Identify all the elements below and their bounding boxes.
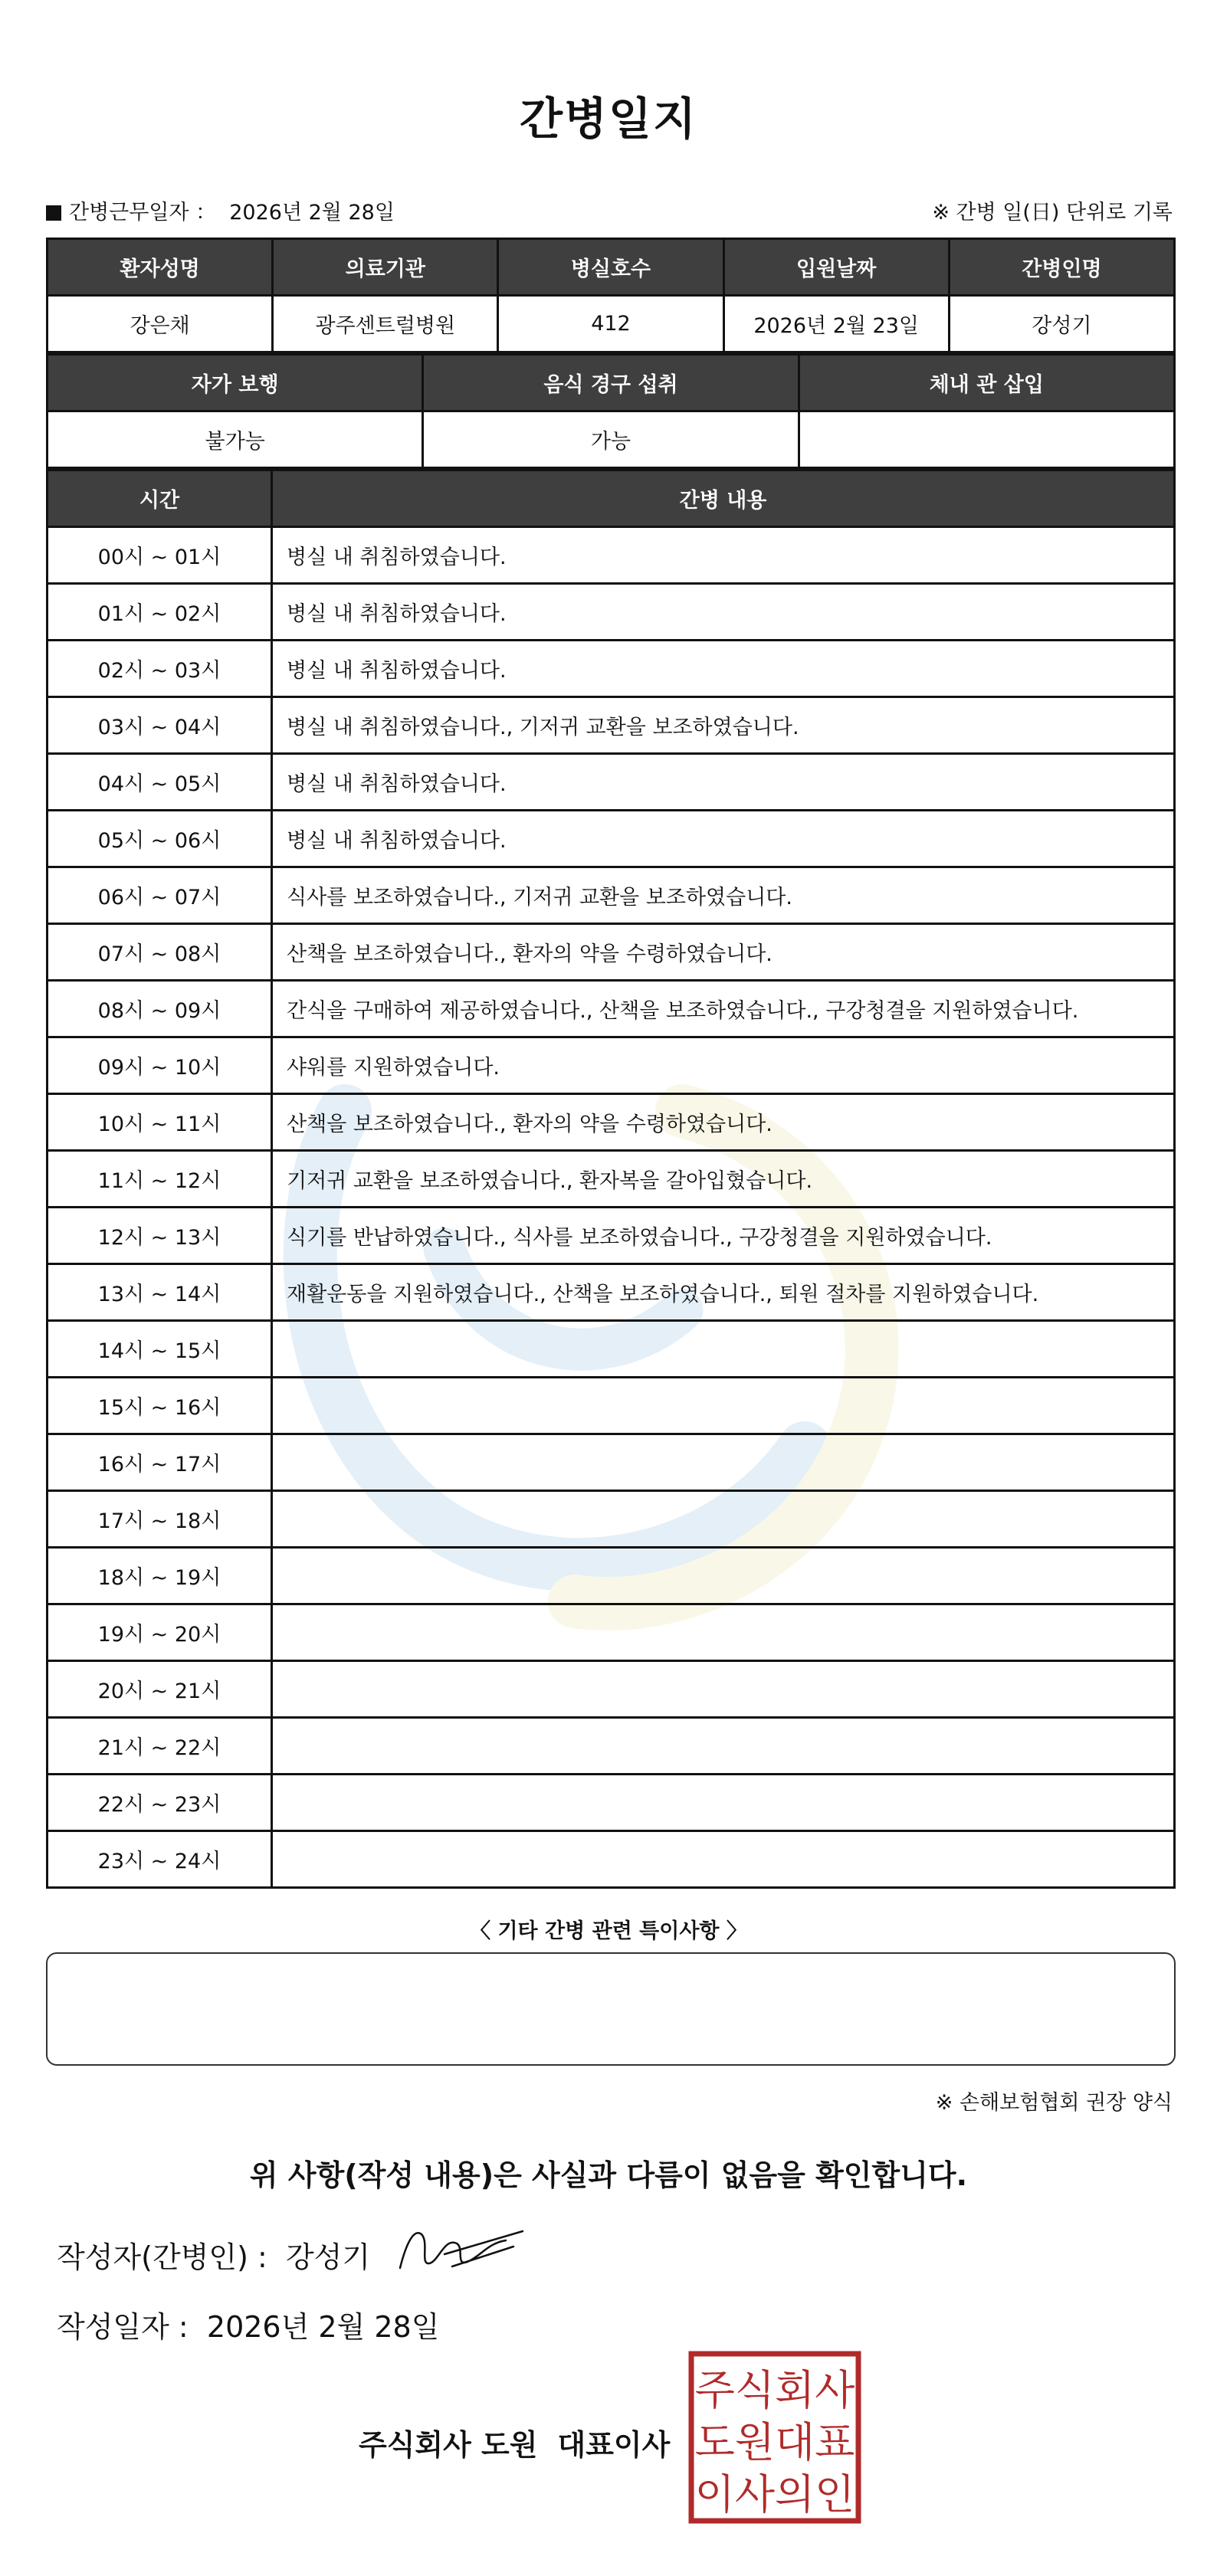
page-title: 간병일지 [519,93,698,145]
table-row [48,981,1175,1037]
care-content [272,1775,1175,1831]
table-row [48,1378,1175,1434]
time-slot: 04시 ~ 05시 [48,754,272,811]
table-row [48,697,1175,754]
table-row [48,641,1175,697]
table-row [48,867,1175,924]
write-date-row [57,2303,439,2345]
time-slot: 00시 ~ 01시 [48,527,272,584]
time-slot: 07시 ~ 08시 [48,924,272,981]
time-slot: 02시 ~ 03시 [48,641,272,697]
write-date-label: 작성일자 : [57,2310,189,2344]
care-content: 병실 내 취침하였습니다. [272,527,1175,584]
table-row [48,1491,1175,1548]
care-content: 병실 내 취침하였습니다. [272,641,1175,697]
work-date-label: 간병근무일자 ： [69,201,217,224]
self-walking-value: 불가능 [48,411,423,468]
care-content [272,1604,1175,1661]
recommended-form-note: ※ 손해보험협회 권장 양식 [935,2091,1173,2115]
write-date-value: 2026년 2월 28일 [206,2310,440,2344]
header-oral-intake: 음식 경구 섭취 [423,355,799,411]
table-row [48,1775,1175,1831]
company-ceo-title: 대표이사 [557,2428,671,2462]
patient-status-table [46,353,1176,469]
work-date-value: 2026년 2월 28일 [229,201,395,224]
oral-intake-value: 가능 [423,411,799,468]
care-content [272,1491,1175,1548]
header-hospital: 의료기관 [273,239,498,296]
patient-name: 강은채 [48,296,273,352]
time-slot: 16시 ~ 17시 [48,1434,272,1491]
tube-insertion-value [799,411,1174,468]
table-row [48,1718,1175,1775]
care-content: 식기를 반납하였습니다., 식사를 보조하였습니다., 구강청결을 지원하였습니다. [272,1208,1175,1264]
time-slot: 08시 ~ 09시 [48,981,272,1037]
confirmation-statement: 위 사항(작성 내용)은 사실과 다름이 없음을 확인합니다. [249,2158,968,2192]
time-slot: 06시 ~ 07시 [48,867,272,924]
table-row [48,1208,1175,1264]
header-self-walking: 자가 보행 [48,355,423,411]
company-name: 주식회사 도원 [359,2428,538,2462]
care-content: 산책을 보조하였습니다., 환자의 약을 수령하였습니다. [272,1094,1175,1151]
time-slot: 11시 ~ 12시 [48,1151,272,1208]
table-row [48,1604,1175,1661]
time-slot: 23시 ~ 24시 [48,1831,272,1888]
table-row [48,527,1175,584]
room-number: 412 [498,296,723,352]
time-slot: 21시 ~ 22시 [48,1718,272,1775]
care-content: 재활운동을 지원하였습니다., 산책을 보조하였습니다., 퇴원 절차를 지원하였습니다. [272,1264,1175,1321]
care-content [272,1661,1175,1718]
writer-name: 강성기 [285,2240,371,2274]
care-content: 간식을 구매하여 제공하였습니다., 산책을 보조하였습니다., 구강청결을 지원하였습니다. [272,981,1175,1037]
admission-date: 2026년 2월 23일 [723,296,949,352]
table-row [48,1094,1175,1151]
table-row [48,1151,1175,1208]
table-row [48,1661,1175,1718]
header-tube-insertion: 체내 관 삽입 [799,355,1174,411]
square-bullet-icon [46,205,61,221]
table-row [48,584,1175,641]
header-patient-name: 환자성명 [48,239,273,296]
writer-row [57,2234,370,2276]
table-row [48,754,1175,811]
header-care-content: 간병 내용 [272,470,1175,527]
company-signoff [359,2421,670,2463]
care-content: 병실 내 취침하였습니다. [272,584,1175,641]
seal-line-3: 이사의인 [694,2470,855,2519]
care-content: 병실 내 취침하였습니다., 기저귀 교환을 보조하였습니다. [272,697,1175,754]
time-slot: 01시 ~ 02시 [48,584,272,641]
time-slot: 22시 ~ 23시 [48,1775,272,1831]
care-content [272,1434,1175,1491]
time-slot: 20시 ~ 21시 [48,1661,272,1718]
header-caregiver-name: 간병인명 [949,239,1174,296]
table-row [48,1831,1175,1888]
table-row [48,1037,1175,1094]
writer-label: 작성자(간병인) : [57,2240,267,2274]
seal-line-2: 도원대표 [694,2418,855,2466]
care-content: 병실 내 취침하였습니다. [272,754,1175,811]
caregiver-name: 강성기 [949,296,1174,352]
table-row [48,1434,1175,1491]
care-content [272,1831,1175,1888]
care-content [272,1548,1175,1604]
seal-line-1: 주식회사 [694,2366,855,2414]
care-content [272,1718,1175,1775]
time-slot: 13시 ~ 14시 [48,1264,272,1321]
time-slot: 03시 ~ 04시 [48,697,272,754]
time-slot: 09시 ~ 10시 [48,1037,272,1094]
table-row [48,811,1175,867]
notes-box [46,1952,1176,2066]
signature [391,2220,529,2282]
patient-info-table [46,238,1176,353]
care-content: 샤워를 지원하였습니다. [272,1037,1175,1094]
work-date-row [46,195,1173,226]
table-row [48,1321,1175,1378]
notes-title: 〈 기타 간병 관련 특이사항 〉 [470,1919,747,1943]
company-seal [688,2351,861,2524]
record-unit-note: ※ 간병 일(日) 단위로 기록 [932,201,1173,224]
header-room: 병실호수 [498,239,723,296]
time-slot: 10시 ~ 11시 [48,1094,272,1151]
care-content: 기저귀 교환을 보조하였습니다., 환자복을 갈아입혔습니다. [272,1151,1175,1208]
hospital-name: 광주센트럴병원 [273,296,498,352]
table-row [48,1264,1175,1321]
time-slot: 15시 ~ 16시 [48,1378,272,1434]
header-admission-date: 입원날짜 [723,239,949,296]
time-slot: 19시 ~ 20시 [48,1604,272,1661]
care-content: 산책을 보조하였습니다., 환자의 약을 수령하였습니다. [272,924,1175,981]
table-row [48,1548,1175,1604]
care-content: 병실 내 취침하였습니다. [272,811,1175,867]
care-content [272,1321,1175,1378]
care-content [272,1378,1175,1434]
time-slot: 18시 ~ 19시 [48,1548,272,1604]
table-row [48,924,1175,981]
care-log-table [46,469,1176,1889]
time-slot: 12시 ~ 13시 [48,1208,272,1264]
time-slot: 17시 ~ 18시 [48,1491,272,1548]
time-slot: 05시 ~ 06시 [48,811,272,867]
header-time: 시간 [48,470,272,527]
care-content: 식사를 보조하였습니다., 기저귀 교환을 보조하였습니다. [272,867,1175,924]
time-slot: 14시 ~ 15시 [48,1321,272,1378]
